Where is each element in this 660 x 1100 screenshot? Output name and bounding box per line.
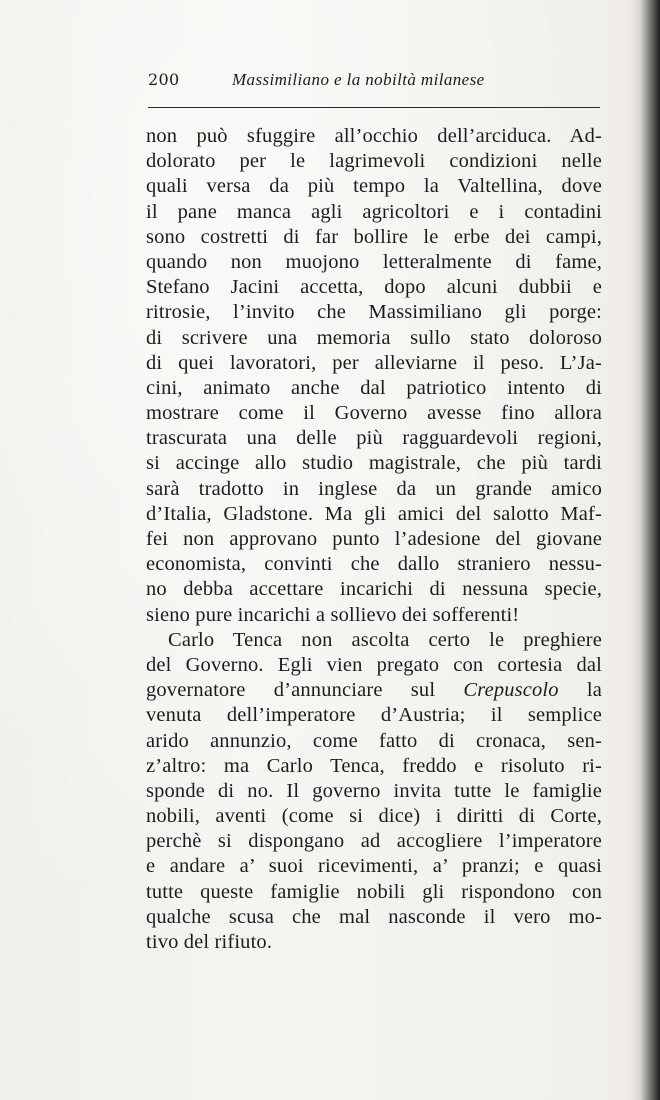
text-line: fei non approvano punto l’adesione del giovane [146,528,602,550]
text-line: sponde di no. Il governo invita tutte le famiglie [146,779,602,802]
text-line: e andare a’ suoi ricevimenti, a’ pranzi; e quasi [146,855,602,878]
text-line: del Governo. Egli vien pregato con cortesia dal [146,653,602,676]
text-line: d’Italia, Gladstone. Ma gli amici del salotto Maf- [146,502,602,525]
page-number: 200 [148,70,180,89]
text-line: nobili, aventi (come si dice) i diritti di Corte, [146,805,602,828]
header-rule [148,107,600,108]
text-line: perchè si dispongano ad accogliere l’imperatore [146,830,602,853]
text-line: trascurata una delle più ragguardevoli regioni, [146,427,602,450]
text-line: venuta dell’imperatore d’Austria; il semplice [146,704,602,727]
text-line: tivo del rifiuto. [146,931,273,953]
text-line: di scrivere una memoria sullo stato doloroso [146,326,602,349]
page-header [148,70,600,92]
text-fragment: governatore d’annunciare sul [146,679,464,702]
text-line: mostrare come il Governo avesse fino allora [146,402,602,425]
text-line: sono costretti di far bollire le erbe dei campi, [146,225,602,248]
text-line: z’altro: ma Carlo Tenca, freddo e risoluto ri- [146,754,602,777]
text-line: sieno pure incarichi a sollievo dei sofferenti! [146,603,520,626]
running-title: Massimiliano e la nobiltà milanese [232,70,485,89]
text-fragment: la [558,679,602,702]
text-line: ritrosie, l’invito che Massimiliano gli porge: [146,301,602,324]
body-text [146,124,602,955]
text-line: quando non muojono letteralmente di fame, [146,250,602,273]
text-line: quali versa da più tempo la Valtellina, dove [146,175,602,198]
text-line: arido annunzio, come fatto di cronaca, sen- [146,729,602,752]
page-binding-edge [632,0,660,1100]
text-line: Carlo Tenca non ascolta certo le preghiere [168,628,602,651]
paragraph-1 [146,124,602,628]
text-line: non può sfuggire all’occhio dell’arciduca. Ad- [146,125,602,147]
text-line: economista, convinti che dallo straniero nessu- [146,553,602,576]
text-line: tutte queste famiglie nobili gli rispondono con [146,880,602,903]
text-line: di quei lavoratori, per alleviarne il peso. L’Ja- [146,351,602,374]
text-line: qualche scusa che mal nasconde il vero mo- [146,905,602,928]
text-line: dolorato per le lagrimevoli condizioni nelle [146,150,602,173]
paragraph-2 [146,628,602,955]
text-line: il pane manca agli agricoltori e i contadini [146,200,602,223]
text-line: cini, animato anche dal patriotico intento di [146,376,602,399]
text-line: si accinge allo studio magistrale, che più tardi [146,452,602,475]
text-line: Stefano Jacini accetta, dopo alcuni dubbii e [146,276,602,299]
newspaper-title: Crepuscolo [463,679,559,702]
text-line: sarà tradotto in inglese da un grande amico [146,477,602,500]
text-line [146,678,602,703]
text-line: no debba accettare incarichi di nessuna specie, [146,578,602,601]
